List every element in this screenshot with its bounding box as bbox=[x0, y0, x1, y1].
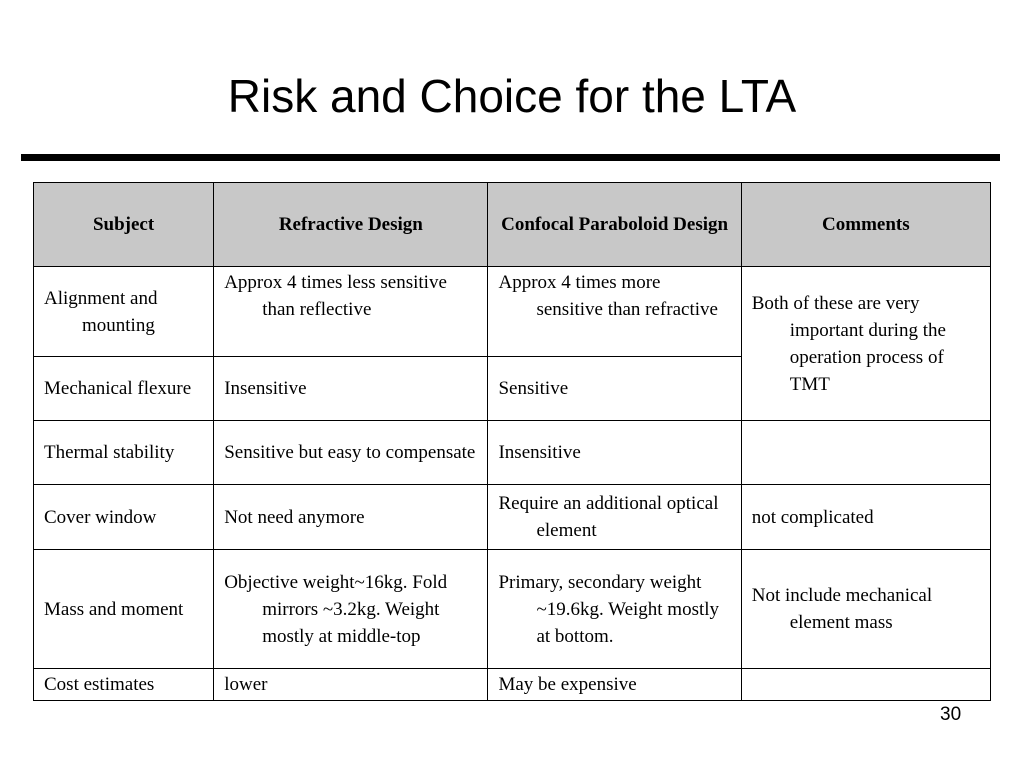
cell-text: Both of these are very important during the operation process of TMT bbox=[751, 292, 946, 395]
cell-comments bbox=[741, 550, 990, 669]
cell-text: not complicated bbox=[751, 506, 874, 528]
cell-refractive bbox=[214, 485, 488, 550]
cell-comments bbox=[741, 485, 990, 550]
header-comments: Comments bbox=[741, 183, 990, 267]
cell-subject bbox=[34, 550, 214, 669]
cell-text: Approx 4 times more sensitive than refractive bbox=[498, 272, 718, 320]
cell-text: May be expensive bbox=[498, 674, 637, 695]
cell-comments bbox=[741, 669, 990, 701]
header-refractive-design: Refractive Design bbox=[214, 183, 488, 267]
header-confocal-paraboloid-design: Confocal Paraboloid Design bbox=[488, 183, 741, 267]
slide-title: Risk and Choice for the LTA bbox=[227, 70, 797, 122]
title-divider bbox=[21, 154, 1000, 161]
cell-text: Cost estimates bbox=[44, 674, 155, 695]
cell-refractive bbox=[214, 357, 488, 421]
cell-text: Insensitive bbox=[224, 378, 307, 399]
cell-text: Not need anymore bbox=[224, 506, 365, 528]
cell-text: Mechanical flexure bbox=[44, 378, 192, 399]
cell-subject bbox=[34, 267, 214, 357]
cell-refractive bbox=[214, 669, 488, 701]
cell-text: Mass and moment bbox=[44, 598, 184, 620]
table-header-row bbox=[34, 183, 991, 267]
cell-text: Not include mechanical element mass bbox=[751, 585, 933, 633]
table-row-thermal-stability bbox=[34, 421, 991, 485]
table-row-mass-and-moment bbox=[34, 550, 991, 669]
page-number: 30 bbox=[940, 704, 962, 725]
cell-text: Sensitive bbox=[498, 378, 569, 399]
cell-subject bbox=[34, 669, 214, 701]
table-row-cost-estimates bbox=[34, 669, 991, 701]
cell-subject bbox=[34, 485, 214, 550]
cell-confocal bbox=[488, 669, 741, 701]
cell-text: Thermal stability bbox=[44, 442, 175, 463]
cell-comments bbox=[741, 421, 990, 485]
table-row-alignment bbox=[34, 267, 991, 357]
cell-subject bbox=[34, 357, 214, 421]
cell-text: Approx 4 times less sensitive than reflective bbox=[224, 272, 447, 320]
cell-text: Objective weight~16kg. Fold mirrors ~3.2kg. Weight mostly at middle-top bbox=[224, 571, 448, 647]
cell-refractive bbox=[214, 267, 488, 357]
cell-text: Cover window bbox=[44, 506, 157, 528]
cell-confocal bbox=[488, 550, 741, 669]
cell-confocal bbox=[488, 421, 741, 485]
cell-text: lower bbox=[224, 674, 268, 695]
cell-refractive bbox=[214, 421, 488, 485]
cell-comments bbox=[741, 267, 990, 421]
cell-subject bbox=[34, 421, 214, 485]
cell-text: Insensitive bbox=[498, 442, 581, 463]
cell-confocal bbox=[488, 357, 741, 421]
table-row-cover-window bbox=[34, 485, 991, 550]
cell-text: Primary, secondary weight ~19.6kg. Weight mostly at bottom. bbox=[498, 571, 720, 647]
cell-confocal bbox=[488, 267, 741, 357]
cell-confocal bbox=[488, 485, 741, 550]
header-subject: Subject bbox=[34, 183, 214, 267]
cell-refractive bbox=[214, 550, 488, 669]
cell-text: Alignment and mounting bbox=[44, 287, 158, 336]
risk-choice-table bbox=[33, 182, 991, 701]
cell-text: Require an additional optical element bbox=[498, 493, 719, 541]
cell-text: Sensitive but easy to compensate bbox=[224, 442, 476, 463]
